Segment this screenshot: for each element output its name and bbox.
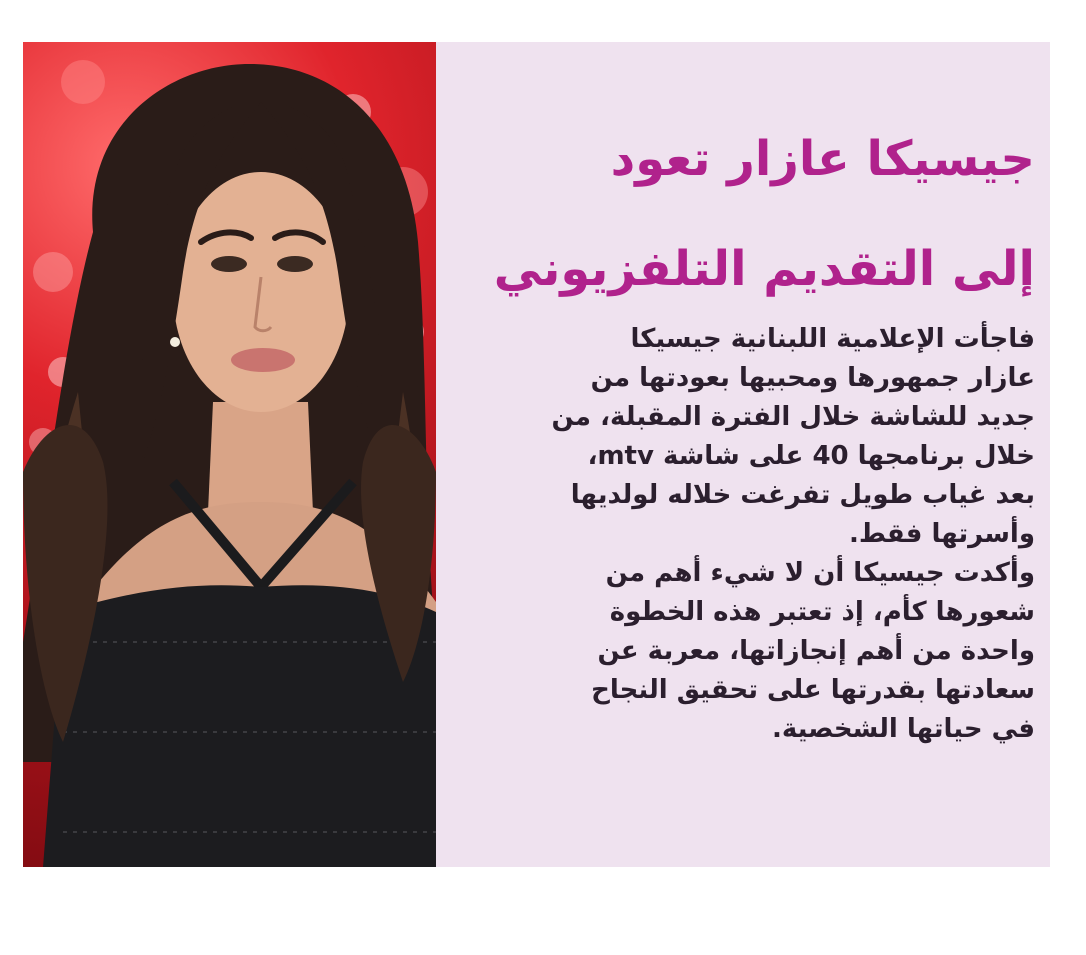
article-text-column	[453, 42, 1035, 867]
body-line: خلال برنامجها 40 على شاشة mtv،	[587, 441, 1035, 471]
headline-line-2: إلى التقديم التلفزيوني	[493, 241, 1035, 297]
body-line: في حياتها الشخصية.	[772, 714, 1035, 744]
headline-line-1: جيسيكا عازار تعود	[610, 131, 1035, 187]
paragraph-2	[515, 554, 1035, 749]
body-line: سعادتها بقدرتها على تحقيق النجاح	[591, 675, 1035, 705]
article-headline	[453, 104, 1035, 324]
paragraph-1	[515, 320, 1035, 554]
body-line: بعد غياب طويل تفرغت خلاله لولديها	[570, 480, 1035, 510]
body-line: فاجأت الإعلامية اللبنانية جيسيكا	[630, 324, 1035, 354]
body-line: عازار جمهورها ومحبيها بعودتها من	[590, 363, 1035, 393]
body-line: شعورها كأم، إذ تعتبر هذه الخطوة	[609, 597, 1035, 627]
body-line: وأكدت جيسيكا أن لا شيء أهم من	[605, 558, 1035, 588]
body-line: وأسرتها فقط.	[848, 519, 1035, 549]
portrait-illustration	[23, 42, 436, 867]
portrait-photo	[23, 42, 436, 867]
article-card	[23, 42, 1050, 867]
body-line: واحدة من أهم إنجازاتها، معربة عن	[597, 636, 1035, 666]
body-line: جديد للشاشة خلال الفترة المقبلة، من	[551, 402, 1035, 432]
article-body	[515, 320, 1035, 749]
